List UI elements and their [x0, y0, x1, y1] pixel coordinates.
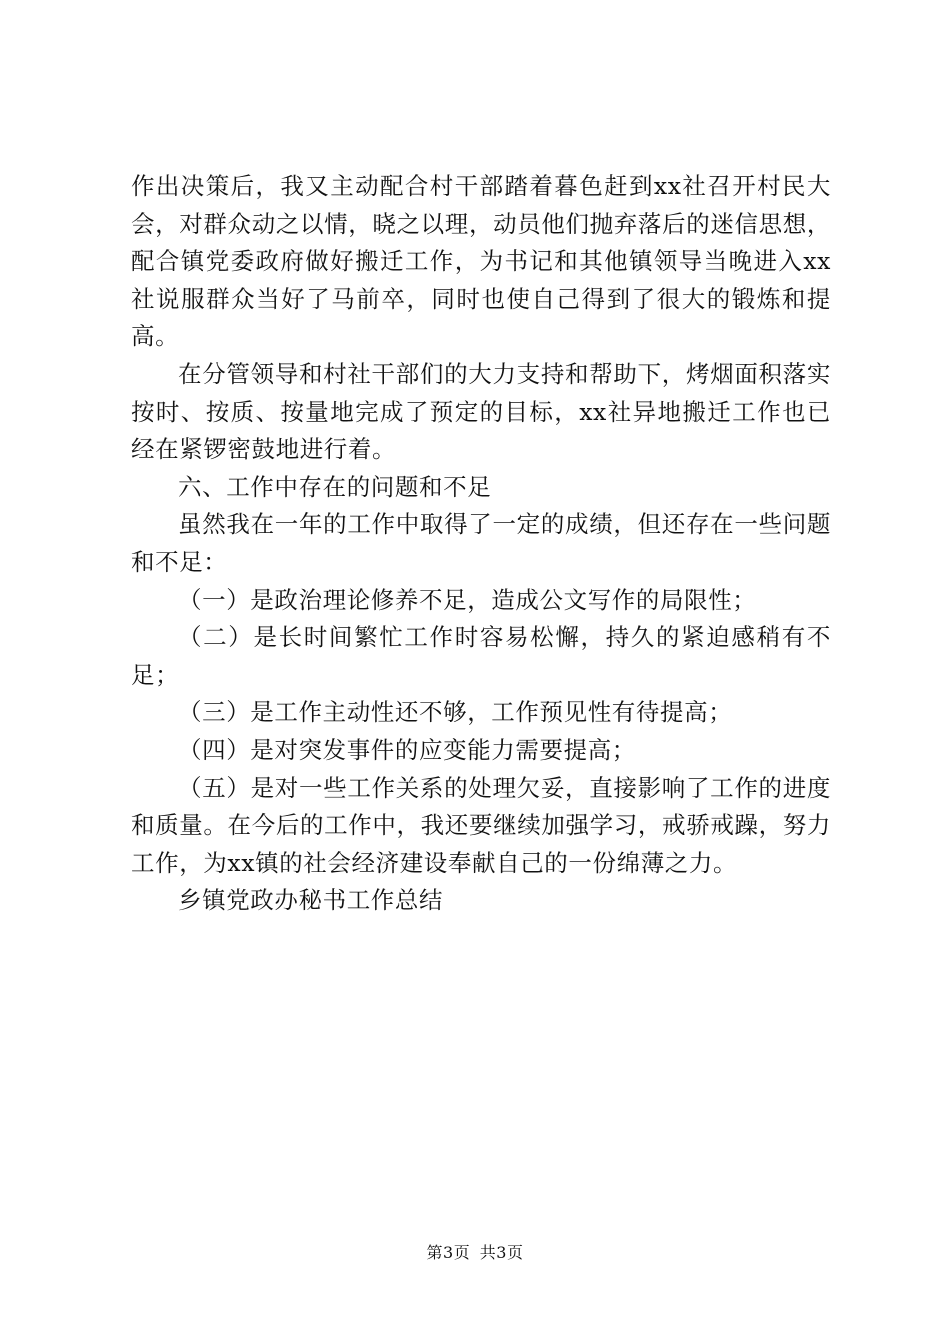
page-number: 第3页	[426, 1243, 471, 1262]
issue-item-2: （二）是长时间繁忙工作时容易松懈，持久的紧迫感稍有不足；	[131, 623, 831, 689]
issue-item-3: （三）是工作主动性还不够，工作预见性有待提高；	[178, 698, 733, 727]
section-heading-issues: 六、工作中存在的问题和不足	[178, 472, 492, 501]
page-total: 共3页	[479, 1243, 524, 1262]
paragraph-2: 在分管领导和村社干部们的大力支持和帮助下，烤烟面积落实按时、按质、按量地完成了预定的目标，xx社异地搬迁工作也已经在紧锣密鼓地进行着。	[131, 359, 831, 464]
issue-item-5: （五）是对一些工作关系的处理欠妥，直接影响了工作的进度和质量。在今后的工作中，我还要继续加强学习，戒骄戒躁，努力工作，为xx镇的社会经济建设奉献自己的一份绵薄之力。	[131, 773, 831, 877]
paragraph-4: 虽然我在一年的工作中取得了一定的成绩，但还存在一些问题和不足：	[131, 510, 831, 576]
document-body	[131, 168, 831, 920]
issue-item-1: （一）是政治理论修养不足，造成公文写作的局限性；	[178, 585, 757, 614]
paragraph-1: 作出决策后，我又主动配合村干部踏着暮色赶到xx社召开村民大会，对群众动之以情，晓之以理，动员他们抛弃落后的迷信思想，配合镇党委政府做好搬迁工作，为书记和其他镇领导当晚进入xx社说服群众当好了马前卒，同时也使自己得到了很大的锻炼和提高。	[131, 172, 831, 351]
page-footer	[0, 1240, 950, 1263]
issue-item-4: （四）是对突发事件的应变能力需要提高；	[178, 735, 636, 764]
closing-title: 乡镇党政办秘书工作总结	[178, 886, 444, 915]
